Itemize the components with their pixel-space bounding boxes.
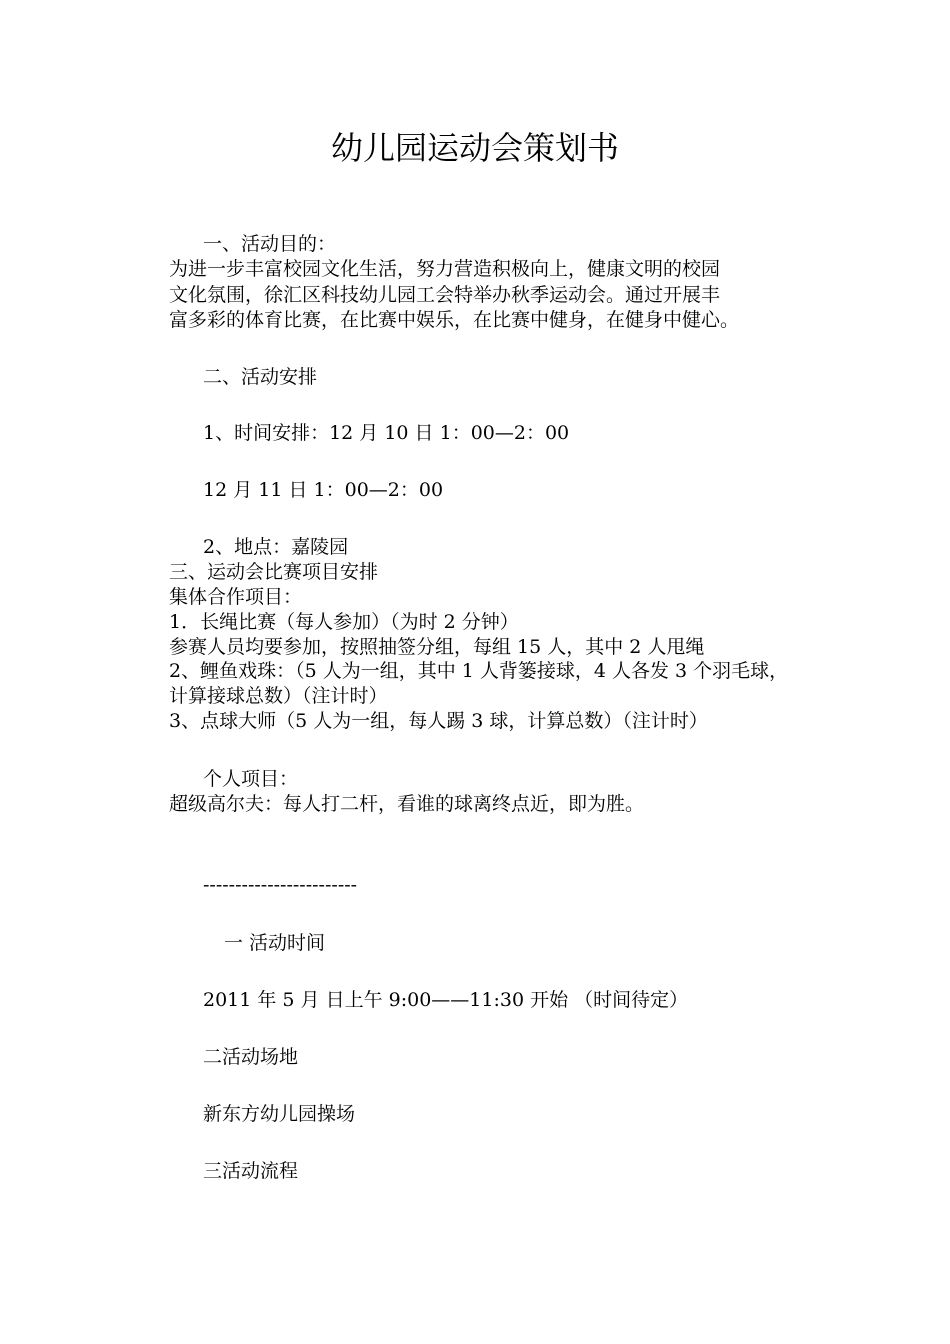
section-heading-events: 三、运动会比赛项目安排	[169, 561, 379, 583]
section-heading-arrangement: 二、活动安排	[203, 366, 318, 388]
paragraph-line: 富多彩的体育比赛，在比赛中娱乐，在比赛中健身，在健身中健心。	[169, 309, 740, 331]
venue-line: 新东方幼儿园操场	[203, 1103, 356, 1125]
paragraph-line: 为进一步丰富校园文化生活，努力营造积极向上，健康文明的校园	[169, 258, 721, 280]
schedule-line: 12 月 11 日 1：00—2：00	[203, 479, 444, 501]
section-heading-venue: 二活动场地	[203, 1046, 299, 1068]
subheading-team-events: 集体合作项目：	[169, 586, 303, 608]
time-line: 2011 年 5 月 日上午 9:00——11:30 开始 （时间待定）	[203, 989, 689, 1011]
location-line: 2、地点：嘉陵园	[203, 536, 349, 558]
schedule-line: 1、时间安排：12 月 10 日 1：00—2：00	[203, 422, 570, 444]
event-line: 超级高尔夫：每人打二杆，看谁的球离终点近，即为胜。	[169, 793, 645, 815]
event-line: 参赛人员均要参加，按照抽签分组，每组 15 人，其中 2 人甩绳	[169, 636, 705, 658]
dashed-divider: ------------------------	[203, 874, 358, 896]
document-title: 幼儿园运动会策划书	[330, 129, 619, 167]
event-line: 2、鲤鱼戏珠：（5 人为一组，其中 1 人背篓接球，4 人各发 3 个羽毛球，	[169, 660, 789, 682]
subheading-individual-events: 个人项目：	[203, 768, 299, 790]
paragraph-line: 文化氛围，徐汇区科技幼儿园工会特举办秋季运动会。通过开展丰	[169, 284, 721, 306]
event-line: 1．长绳比赛（每人参加）（为时 2 分钟）	[169, 611, 519, 633]
section-heading-process: 三活动流程	[203, 1160, 299, 1182]
section-heading-purpose: 一、活动目的：	[203, 233, 337, 255]
event-line: 3、点球大师（5 人为一组，每人踢 3 球，计算总数）（注计时）	[169, 710, 708, 732]
section-heading-time: 一 活动时间	[224, 932, 326, 954]
event-line: 计算接球总数）（注计时）	[169, 685, 388, 707]
